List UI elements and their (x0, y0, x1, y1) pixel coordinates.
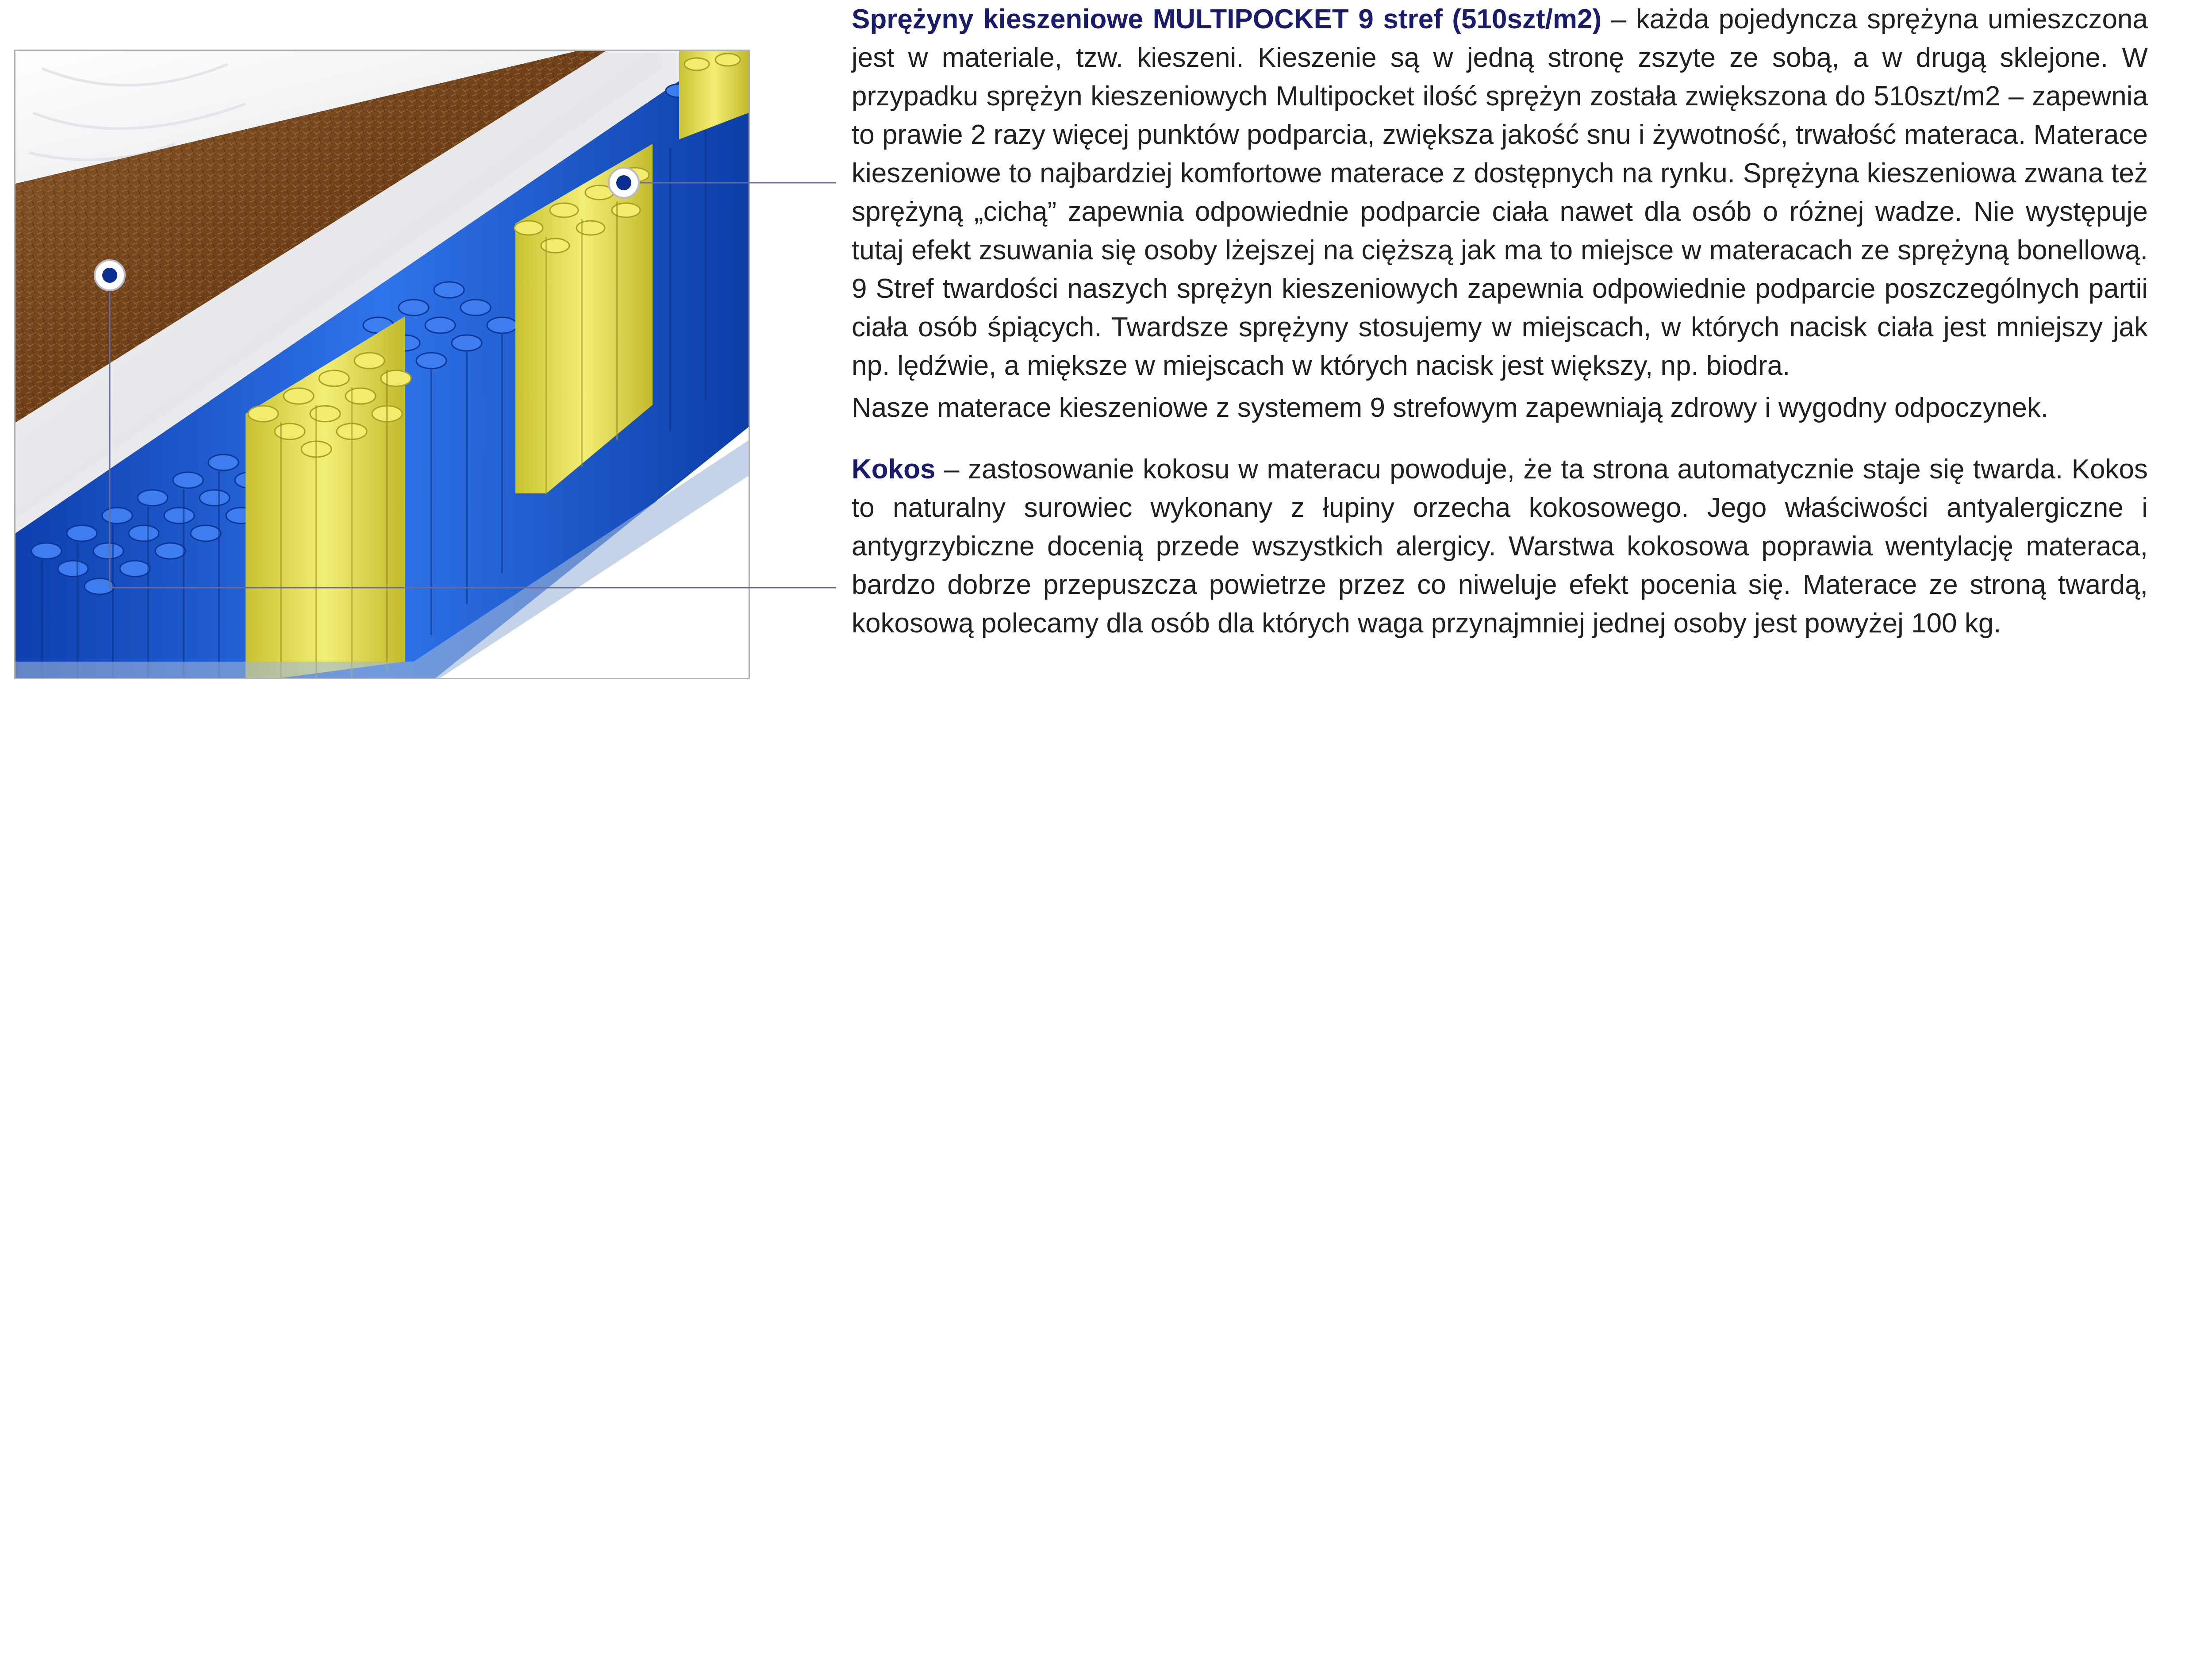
springs-body: – każda pojedyncza sprężyna umieszczona jest w materiale, tzw. kieszeni. Kieszenie są w jedną stronę zszyte ze sobą, a w drugą sklejone. W przypadku sprężyn kieszeniowych Multipocket ilość sprężyn została zwiększona do 510szt/m2 – zapewnia to prawie 2 razy więcej punktów podparcia, zwiększa jakość snu i żywotność, trwałość materaca. Materace kieszeniowe to najbardziej komfortowe materace z dostępnych na rynku. Sprężyna kieszeniowa zwana też sprężyną „cichą” zapewnia odpowiednie podparcie ciała nawet dla osób o różnej wadze. Nie występuje tutaj efekt zsuwania się osoby lżejszej na cięższą jak ma to miejsce w materacach ze sprężyną bonellową. 9 Stref twardości naszych sprężyn kieszeniowych zapewnia odpowiednie podparcie poszczególnych partii ciała osób śpiących. Twardsze sprężyny stosujemy w miejscach, w których nacisk ciała jest mniejszy jak np. lędźwie, a miększe w miejscach w których nacisk jest większy, np. biodra. (852, 4, 2148, 381)
description-column (852, 0, 2148, 643)
springs-heading: Sprężyny kieszeniowe MULTIPOCKET 9 stref (510szt/m2) (852, 4, 1602, 35)
coconut-paragraph (852, 450, 2148, 643)
springs-paragraph (852, 0, 2148, 385)
coconut-heading: Kokos (852, 454, 936, 485)
coconut-body: – zastosowanie kokosu w materacu powoduje, że ta strona automatycznie staje się twarda. Kokos to naturalny surowiec wykonany z łupiny orzecha kokosowego. Jego właściwości antyalergiczne i antygrzybiczne docenią przede wszystkich alergicy. Warstwa kokosowa poprawia wentylację materaca, bardzo dobrze przepuszcza powietrze przez co niweluje efekt pocenia się. Materace ze stroną twardą, kokosową polecamy dla osób dla których waga przynajmniej jednej osoby jest powyżej 100 kg. (852, 454, 2148, 639)
mattress-svg (15, 51, 749, 678)
mattress-cross-section-illustration (14, 50, 750, 679)
springs-note: Nasze materace kieszeniowe z systemem 9 strefowym zapewniają zdrowy i wygodny odpoczynek. (852, 393, 2049, 423)
